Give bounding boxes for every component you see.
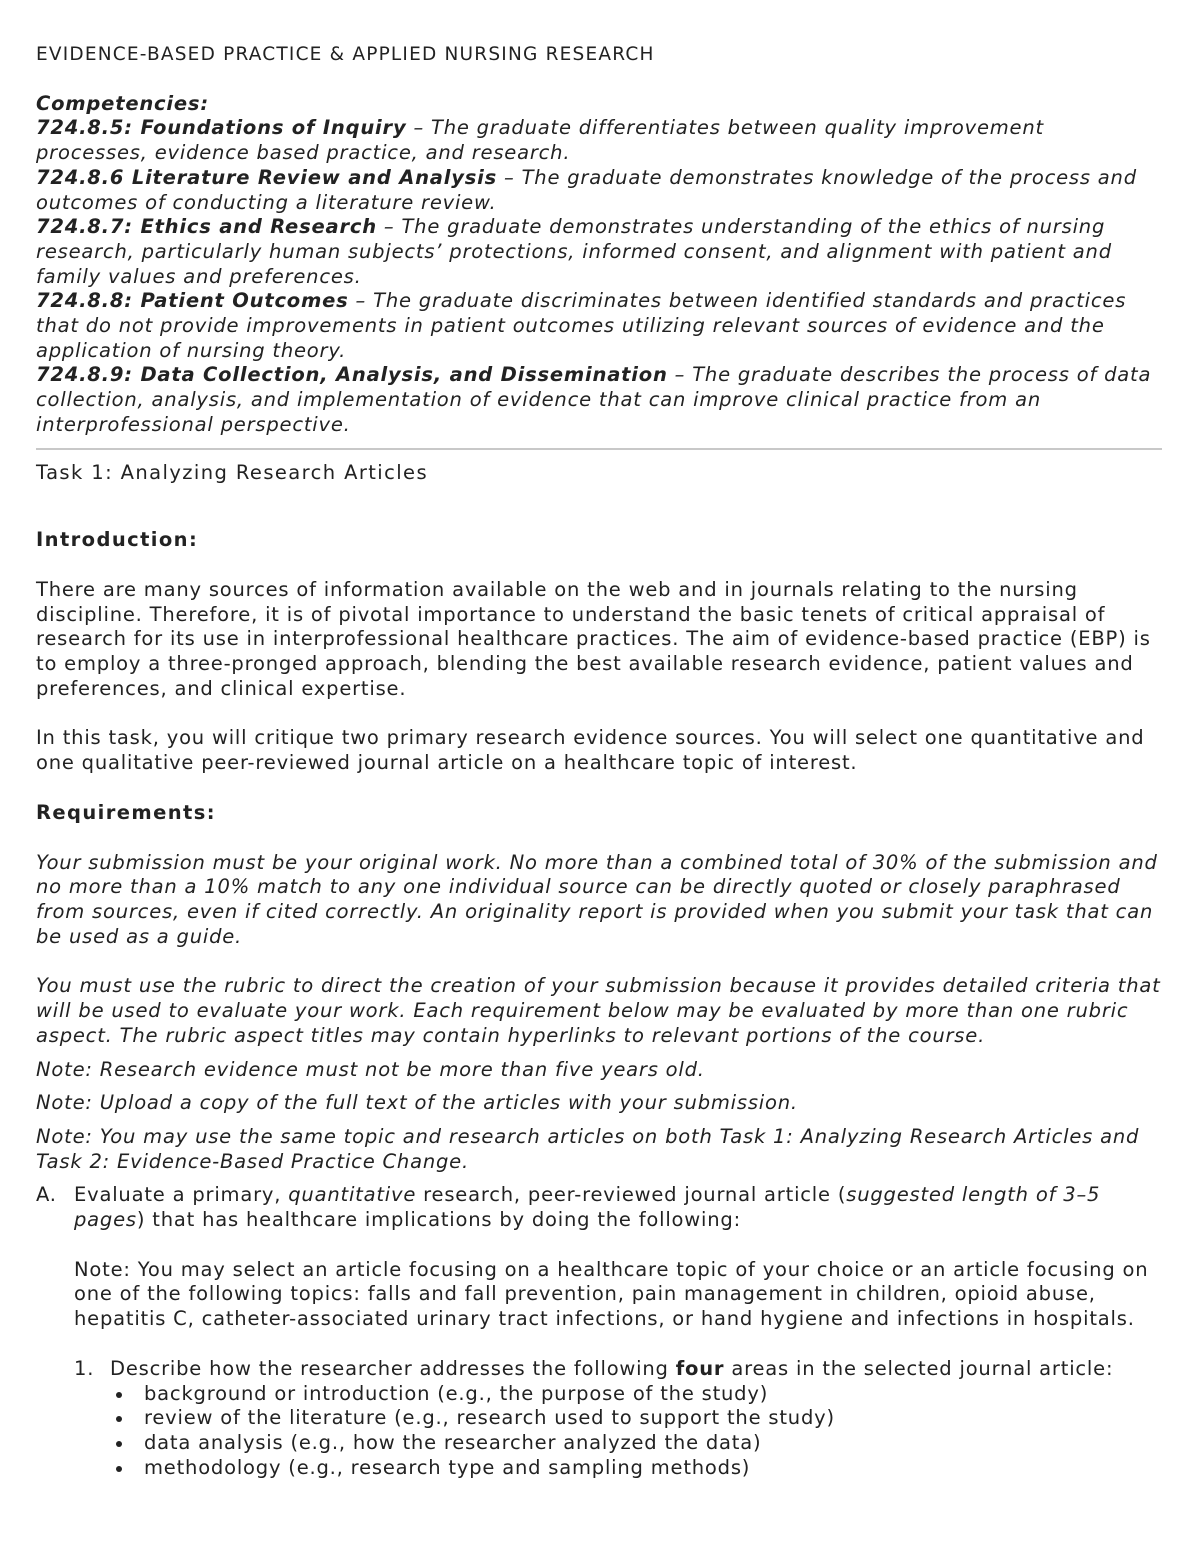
competencies-block [36,92,1162,438]
bullet-icon [116,1466,122,1472]
competency-text: – The graduate describes the process of data collection, analysis, and implementation of evidence that can improve clinical practice from an interprofessional perspective. [36,363,1152,436]
requirements-note: Note: You may use the same topic and research articles on both Task 1: Analyzing Research Articles and Task 2: Evidence-Based Practice Change. [36,1124,1140,1173]
requirement-a-text-part: Evaluate a primary, [74,1183,289,1207]
requirement-a-text-part: ) that has healthcare implications by doing the following: [136,1208,741,1232]
list-item [110,1406,1162,1431]
requirements-note: Note: Research evidence must not be more than five years old. [36,1057,705,1081]
requirement-a1-emphasis: four [675,1356,725,1380]
introduction-heading: Introduction: [36,528,199,552]
requirements-paragraph: Your submission must be your original work. No more than a combined total of 30% of the submission and no more than a 10% match to any one individual source can be directly quoted or closely paraphrased from sources, even if cited correctly. An originality report is provided when you submit your task that can be used as a guide. [36,850,1158,948]
competency-text: – The graduate differentiates between quality improvement processes, evidence based practice, and research. [36,116,1044,165]
requirement-a-emphasis: quantitative [288,1183,417,1207]
competency-text: – The graduate discriminates between identified standards and practices that do not provide improvements in patient outcomes utilizing relevant sources of evidence and the application of nursing theory. [36,289,1127,362]
competency-text: – The graduate demonstrates knowledge of the process and outcomes of conducting a literature review. [36,165,1137,214]
requirement-a1-bullets [110,1382,1162,1481]
requirements-heading: Requirements: [36,800,216,824]
requirement-a-marker: A. [36,1183,57,1207]
list-item [110,1456,1162,1481]
list-item-text: methodology (e.g., research type and sampling methods) [144,1455,751,1479]
requirement-a-text-part: research, peer-reviewed journal article ( [416,1183,847,1207]
list-item-text: review of the literature (e.g., research used to support the study) [144,1406,835,1430]
competencies-heading: Competencies: [36,91,209,115]
competency-code: 724.8.5: Foundations of Inquiry [36,116,407,140]
list-item-text: background or introduction (e.g., the purpose of the study) [144,1381,769,1405]
introduction-paragraph: There are many sources of information available on the web and in journals relating to the nursing discipline. Therefore, it is of pivotal importance to understand the basic tenets of critical appraisal of research for its use in interprofessional healthcare practices. The aim of evidence-based practice (EBP) is to employ a three-pronged approach, blending the best available research evidence, patient values and preferences, and clinical expertise. [36,577,1151,700]
bullet-icon [116,1416,122,1422]
requirement-a-text [74,1183,1162,1232]
list-item [110,1382,1162,1407]
competency-text: – The graduate demonstrates understanding of the ethics of nursing research, particularly human subjects’ protections, informed consent, and alignment with patient and family values and preferences. [36,215,1112,288]
introduction-paragraph: In this task, you will critique two primary research evidence sources. You will select one quantitative and one qualitative peer-reviewed journal article on a healthcare topic of interest. [36,726,1145,775]
competency-item [36,289,1162,363]
competency-item [36,166,1162,215]
requirements-paragraph: You must use the rubric to direct the creation of your submission because it provides detailed criteria that will be used to evaluate your work. Each requirement below may be evaluated by more than one rubric aspect. The rubric aspect titles may contain hyperlinks to relevant portions of the course. [36,974,1161,1047]
task-title: Task 1: Analyzing Research Articles [36,460,429,484]
requirement-a1-text-part: areas in the selected journal article: [724,1356,1114,1380]
list-item [110,1431,1162,1456]
competency-item [36,215,1162,289]
competency-code: 724.8.9: Data Collection, Analysis, and Dissemination [36,363,668,387]
bullet-icon [116,1441,122,1447]
requirement-a1 [74,1357,1162,1481]
bullet-icon [116,1392,122,1398]
section-divider [36,448,1162,450]
list-item-text: data analysis (e.g., how the researcher analyzed the data) [144,1430,762,1454]
competency-code: 724.8.7: Ethics and Research [36,215,377,239]
requirement-a [36,1183,1162,1480]
competency-code: 724.8.8: Patient Outcomes [36,289,349,313]
document-title: EVIDENCE-BASED PRACTICE & APPLIED NURSING RESEARCH [36,44,655,65]
requirement-a1-text [110,1357,1162,1382]
competency-item [36,363,1162,437]
competency-code: 724.8.6 Literature Review and Analysis [36,165,498,189]
requirements-note: Note: Upload a copy of the full text of the articles with your submission. [36,1091,798,1115]
requirement-a1-marker: 1. [74,1356,95,1380]
requirement-a1-text-part: Describe how the researcher addresses the following [110,1356,676,1380]
competency-item [36,116,1162,165]
requirement-a-note: Note: You may select an article focusing on a healthcare topic of your choice or an article focusing on one of the following topics: falls and fall prevention, pain management in children, opioid abuse, hepatitis C, catheter-associated urinary tract infections, or hand hygiene and infections in hospitals. [74,1257,1149,1331]
requirement-a-emphasis: suggested length of 3–5 pages [74,1183,1101,1232]
